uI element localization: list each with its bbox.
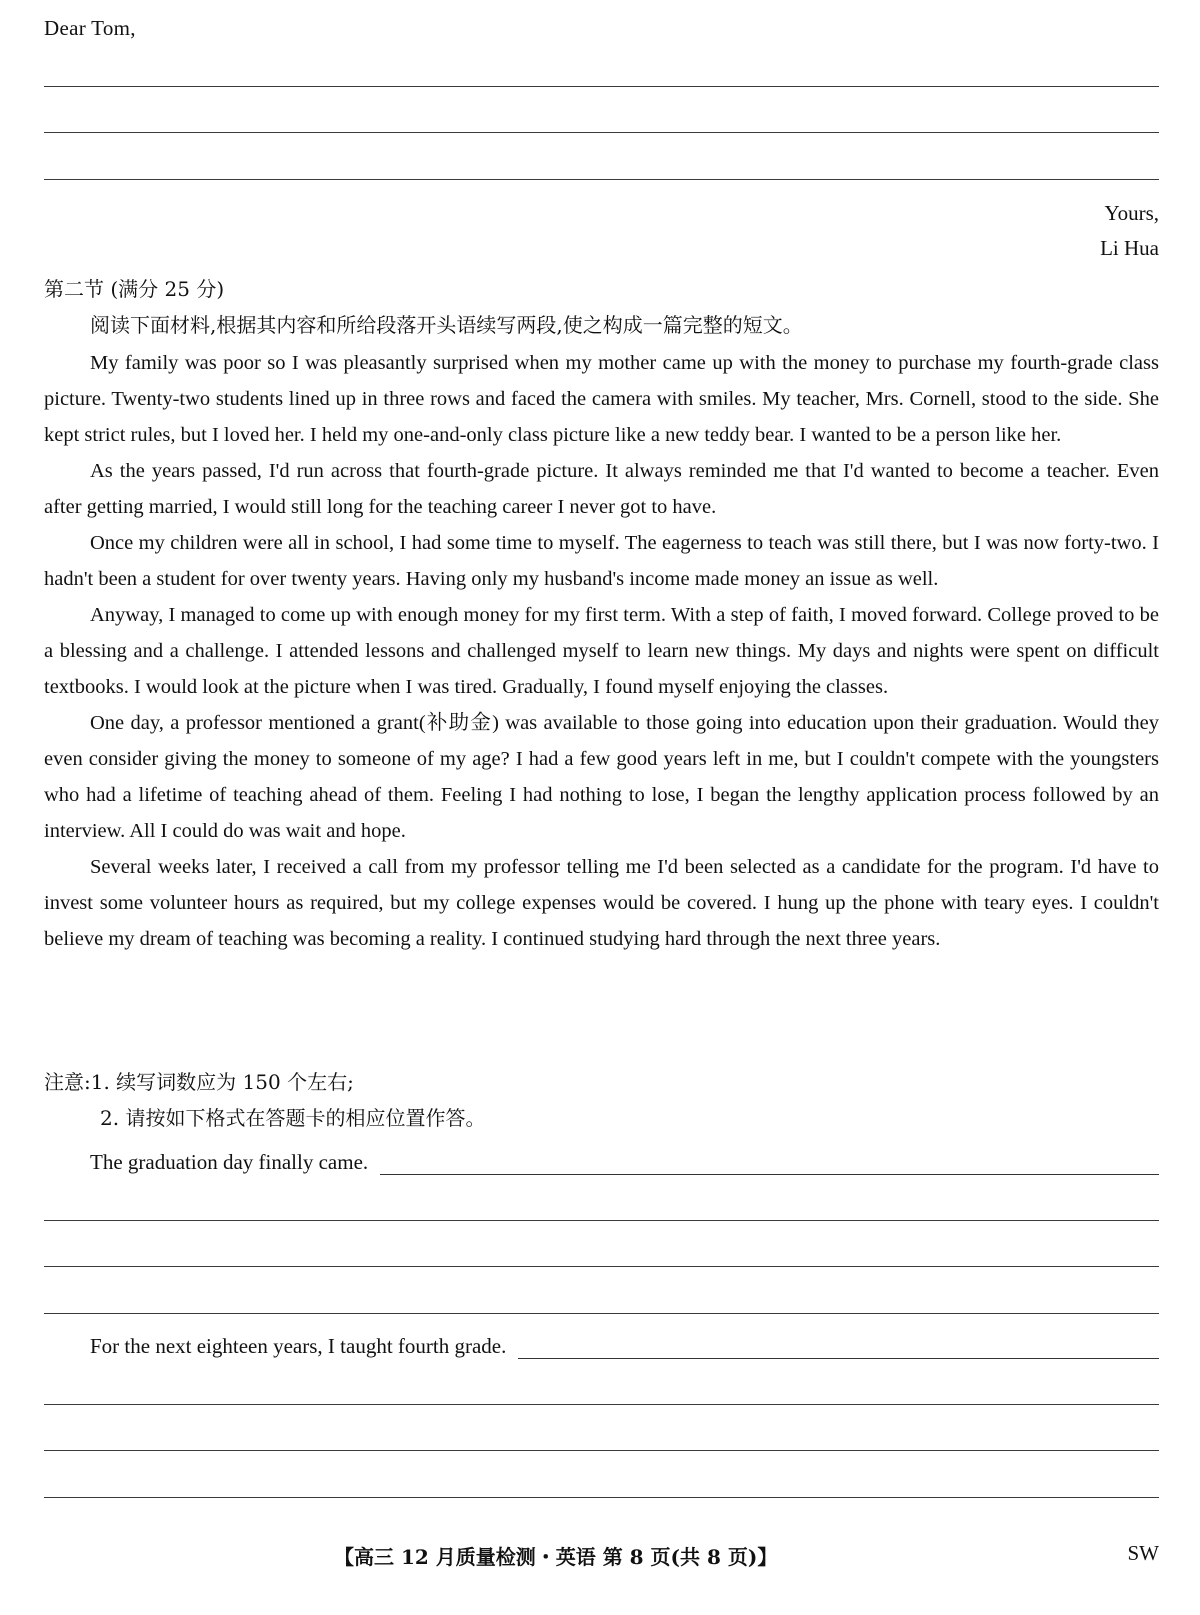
notes-block [44,1064,485,1136]
passage-paragraph: As the years passed, I'd run across that fourth-grade picture. It always reminded me that I'd wanted to become a teacher. Even after getting married, I would still long for the teaching career I never got to have. [44,460,1159,518]
answer-line[interactable] [44,1497,1159,1498]
passage-paragraph: Anyway, I managed to come up with enough money for my first term. With a step of faith, I moved forward. College proved to be a blessing and a challenge. I attended lessons and challenged myself to learn new things. My days and nights were spent on difficult textbooks. I would look at the picture when I was tired. Gradually, I found myself enjoying the classes. [44,604,1159,698]
writing-blank[interactable] [518,1336,1159,1359]
answer-line[interactable] [44,1266,1159,1267]
passage-paragraph: My family was poor so I was pleasantly surprised when my mother came up with the money to purchase my fourth-grade class picture. Twenty-two students lined up in three rows and faced the camera with smiles. My teacher, Mrs. Cornell, stood to the side. She kept strict rules, but I loved her. I held my one-and-only class picture like a new teddy bear. I wanted to be a person like her. [44,352,1159,446]
section-heading: 第二节 (满分 25 分) [44,277,225,301]
note-format: 2. 请按如下格式在答题卡的相应位置作答。 [100,1106,486,1130]
note-word-count: 注意:1. 续写词数应为 150 个左右; [44,1070,354,1094]
answer-line[interactable] [44,1313,1159,1314]
answer-line[interactable] [44,1220,1159,1221]
letter-greeting: Dear Tom, [44,16,136,40]
prompt-text: The graduation day finally came. [90,1150,369,1174]
footer-code: SW [1127,1541,1159,1565]
answer-line[interactable] [44,1404,1159,1405]
continuation-prompt-2 [90,1334,1159,1359]
answer-line [44,132,1159,133]
answer-line [44,179,1159,180]
passage-paragraph: Once my children were all in school, I had some time to myself. The eagerness to teach was still there, but I was now forty-two. I hadn't been a student for over twenty years. Having only my husband's income made money an issue as well. [44,532,1159,590]
letter-signature: Li Hua [1100,236,1159,260]
passage-paragraph: Several weeks later, I received a call from my professor telling me I'd been selected as a candidate for the program. I'd have to invest some volunteer hours as required, but my college expenses would be covered. I hung up the phone with teary eyes. I couldn't believe my dream of teaching was becoming a reality. I continued studying hard through the next three years. [44,856,1159,950]
letter-closing: Yours, [1104,201,1159,225]
answer-line [44,86,1159,87]
reading-passage [44,345,1159,957]
prompt-text: For the next eighteen years, I taught fourth grade. [90,1334,507,1358]
footer-title: 【高三 12 月质量检测・英语 第 8 页(共 8 页)】 [334,1545,778,1569]
passage-paragraph: One day, a professor mentioned a grant(补助金) was available to those going into education upon their graduation. Would they even consider giving the money to someone of my age? I had a few good years left in me, but I couldn't compete with the youngsters who had a lifetime of teaching ahead of them. Feeling I had nothing to lose, I began the lengthy application process followed by an interview. All I could do was wait and hope. [44,712,1159,842]
answer-line[interactable] [44,1450,1159,1451]
continuation-prompt-1 [90,1150,1159,1175]
writing-blank[interactable] [380,1152,1159,1175]
section-instruction: 阅读下面材料,根据其内容和所给段落开头语续写两段,使之构成一篇完整的短文。 [90,313,803,337]
